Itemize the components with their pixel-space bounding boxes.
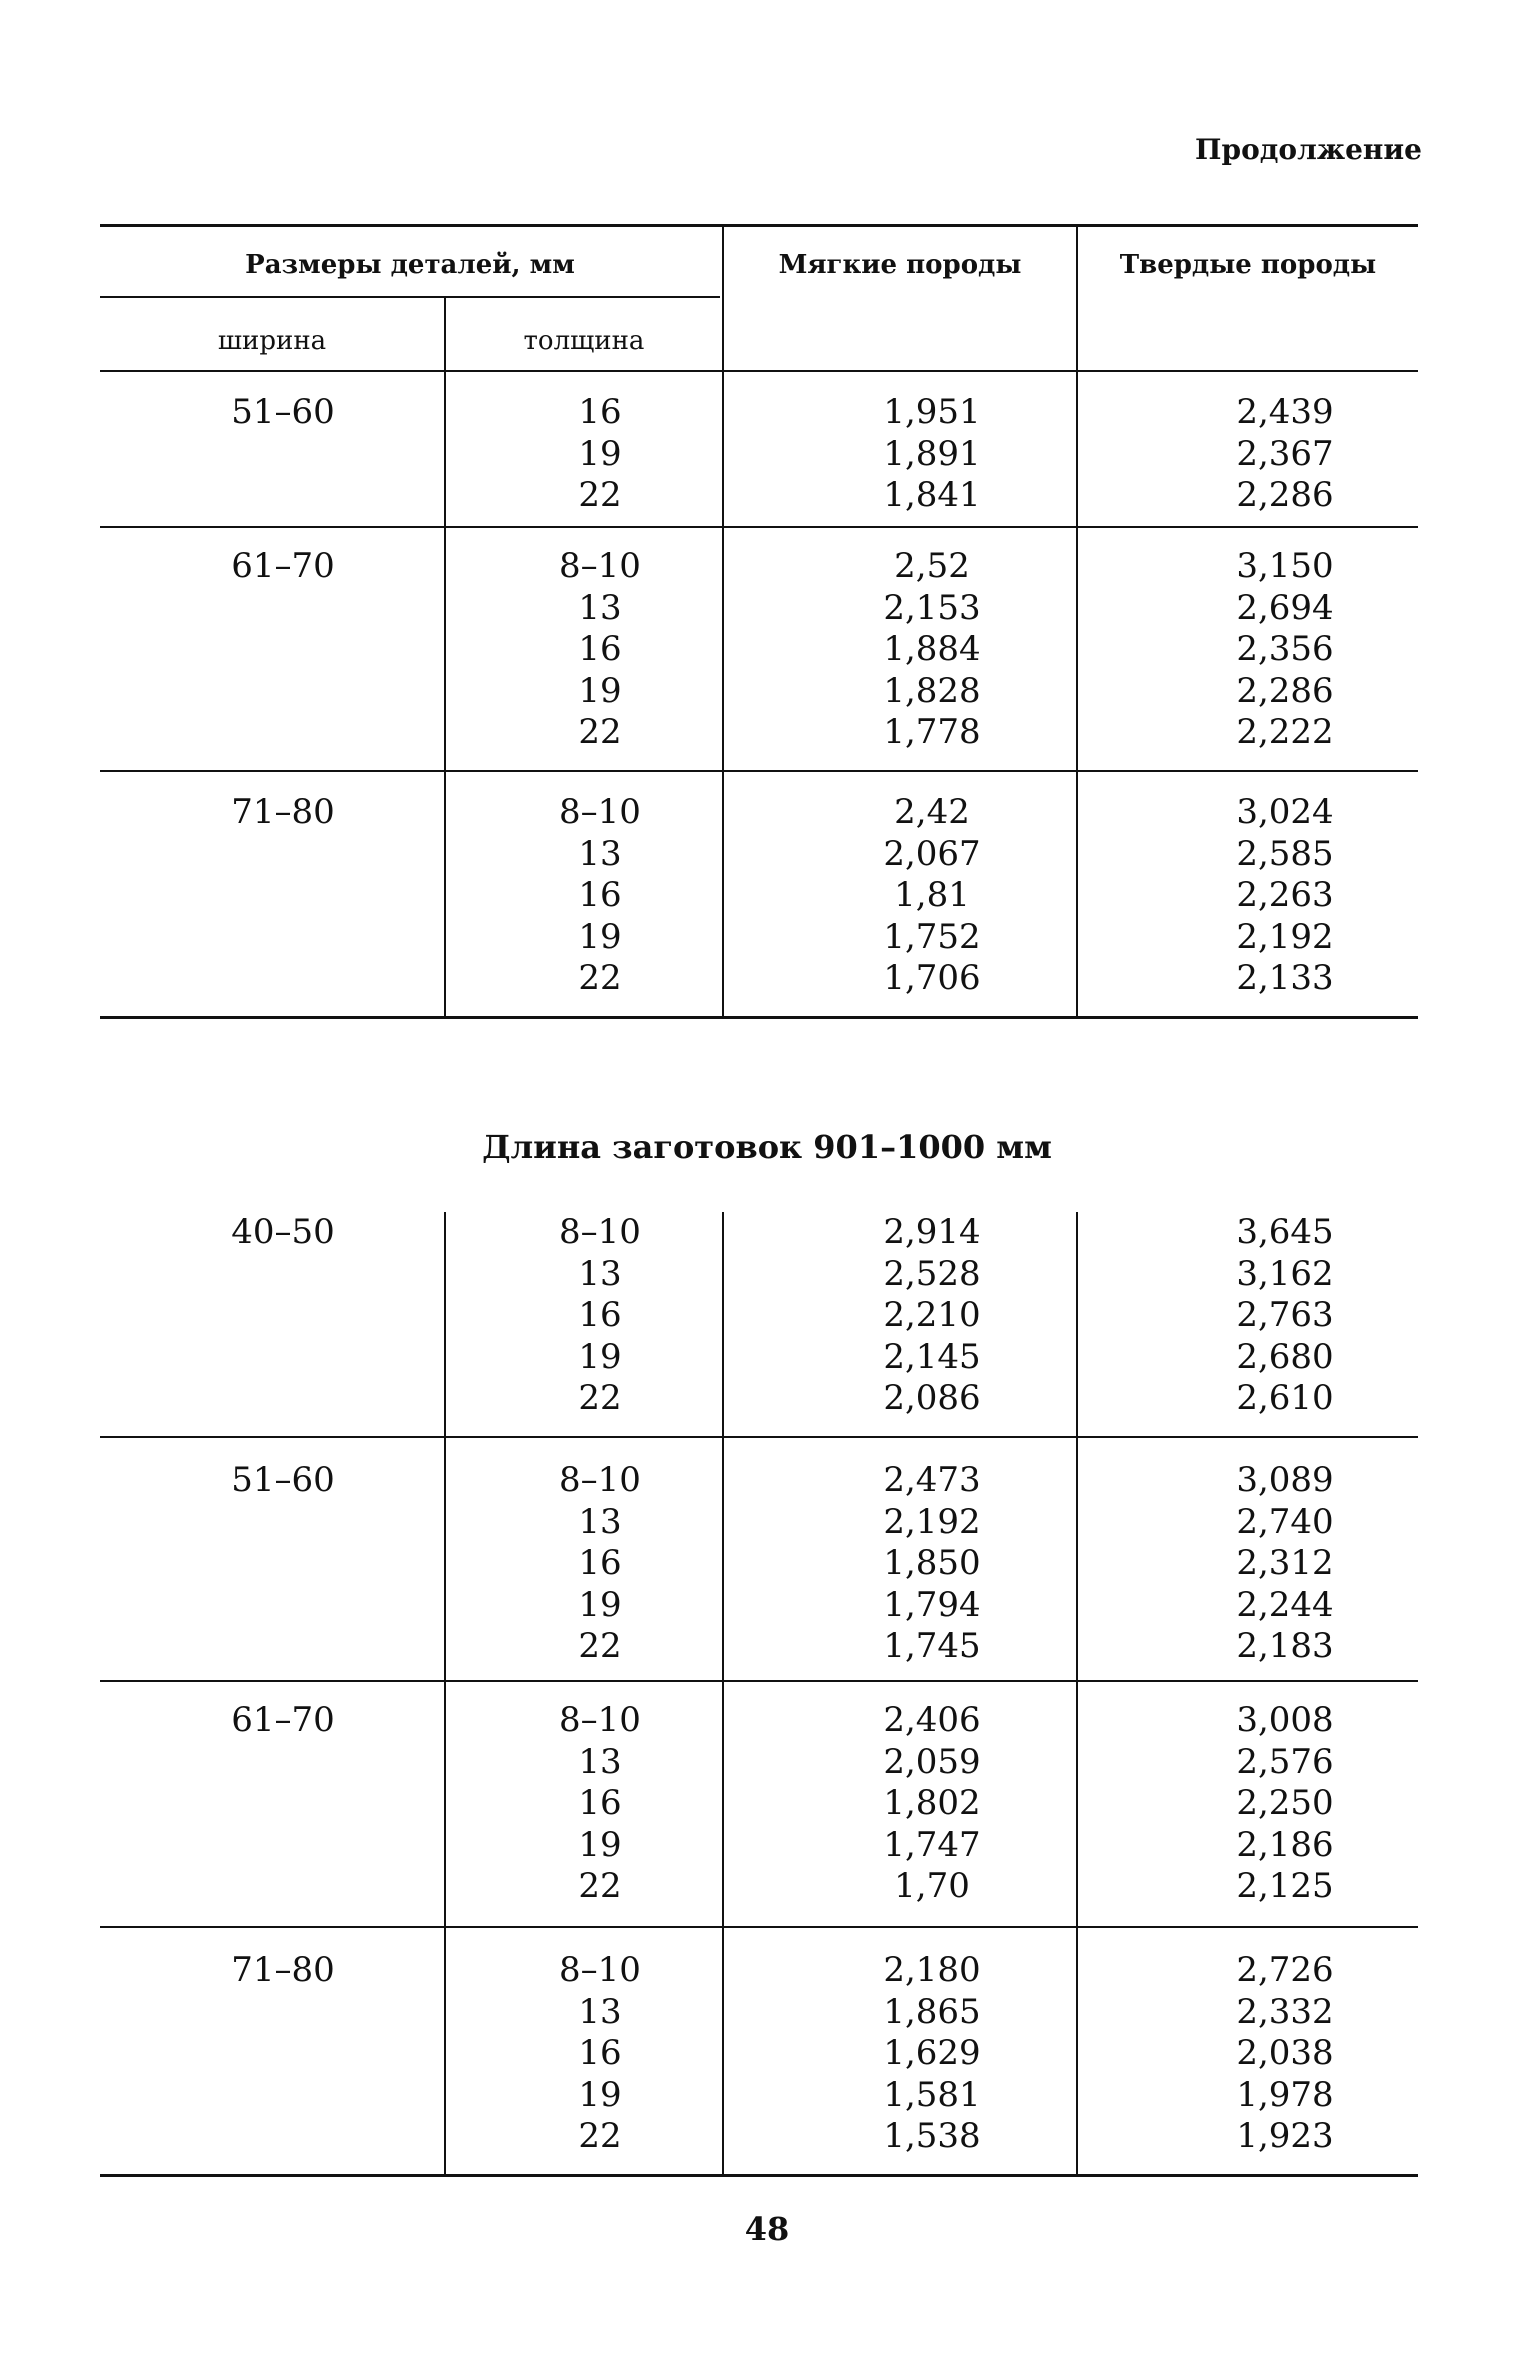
header-dimensions: Размеры деталей, мм bbox=[245, 250, 575, 280]
thickness-cell: 8–10 bbox=[559, 546, 641, 586]
hard-value-cell: 2,125 bbox=[1236, 1866, 1334, 1906]
soft-value-cell: 1,794 bbox=[883, 1584, 981, 1625]
hard-value-cell: 1,978 bbox=[1236, 2074, 1334, 2115]
soft-value-cell: 2,528 bbox=[883, 1253, 981, 1294]
soft-value-cell: 2,52 bbox=[894, 546, 970, 586]
thickness-cell: 13 bbox=[578, 1253, 622, 1294]
soft-value-cell: 1,850 bbox=[883, 1543, 981, 1583]
hard-value-cell: 2,367 bbox=[1236, 433, 1334, 474]
hard-value-cell: 2,186 bbox=[1236, 1824, 1334, 1865]
soft-value-cell: 1,865 bbox=[883, 1991, 981, 2032]
thickness-cell: 16 bbox=[578, 875, 622, 915]
width-cell: 71–80 bbox=[231, 1950, 335, 1990]
thickness-cell: 22 bbox=[578, 958, 622, 998]
hard-value-cell: 2,312 bbox=[1236, 1543, 1334, 1583]
soft-value-cell: 1,778 bbox=[883, 712, 981, 752]
soft-value-cell: 2,192 bbox=[883, 1501, 981, 1542]
group-separator bbox=[100, 1436, 1418, 1438]
width-cell: 51–60 bbox=[231, 392, 335, 432]
hard-value-cell: 2,610 bbox=[1236, 1378, 1334, 1418]
soft-value-cell: 1,70 bbox=[894, 1866, 970, 1906]
col-divider-3 bbox=[1076, 1212, 1078, 2174]
group-separator bbox=[100, 1926, 1418, 1928]
header-hard-wood: Твердые породы bbox=[1119, 250, 1377, 280]
thickness-cell: 22 bbox=[578, 1378, 622, 1418]
width-cell: 51–60 bbox=[231, 1460, 335, 1500]
col-divider-1 bbox=[444, 296, 446, 1018]
soft-value-cell: 2,914 bbox=[883, 1212, 981, 1252]
section-title: Длина заготовок 901–1000 мм bbox=[482, 1128, 1052, 1166]
thickness-cell: 13 bbox=[578, 587, 622, 628]
header-bottom-rule bbox=[100, 370, 1418, 372]
soft-value-cell: 2,406 bbox=[883, 1700, 981, 1740]
soft-value-cell: 1,747 bbox=[883, 1824, 981, 1865]
thickness-cell: 19 bbox=[578, 670, 622, 711]
soft-value-cell: 1,951 bbox=[883, 392, 981, 432]
hard-value-cell: 2,286 bbox=[1236, 475, 1334, 515]
hard-value-cell: 3,162 bbox=[1236, 1253, 1334, 1294]
soft-value-cell: 1,802 bbox=[883, 1783, 981, 1823]
thickness-cell: 16 bbox=[578, 1543, 622, 1583]
hard-value-cell: 2,038 bbox=[1236, 2033, 1334, 2073]
hard-value-cell: 2,585 bbox=[1236, 833, 1334, 874]
soft-value-cell: 2,210 bbox=[883, 1295, 981, 1335]
continuation-label: Продолжение bbox=[1195, 133, 1422, 166]
hard-value-cell: 2,286 bbox=[1236, 670, 1334, 711]
soft-value-cell: 1,891 bbox=[883, 433, 981, 474]
hard-value-cell: 2,332 bbox=[1236, 1991, 1334, 2032]
hard-value-cell: 2,263 bbox=[1236, 875, 1334, 915]
width-cell: 61–70 bbox=[231, 1700, 335, 1740]
header-thickness: толщина bbox=[523, 326, 645, 356]
soft-value-cell: 1,81 bbox=[894, 875, 970, 915]
thickness-cell: 13 bbox=[578, 1741, 622, 1782]
thickness-cell: 19 bbox=[578, 2074, 622, 2115]
hard-value-cell: 1,923 bbox=[1236, 2116, 1334, 2156]
soft-value-cell: 1,706 bbox=[883, 958, 981, 998]
soft-value-cell: 1,884 bbox=[883, 629, 981, 669]
thickness-cell: 19 bbox=[578, 916, 622, 957]
thickness-cell: 13 bbox=[578, 833, 622, 874]
soft-value-cell: 2,059 bbox=[883, 1741, 981, 1782]
thickness-cell: 8–10 bbox=[559, 1700, 641, 1740]
soft-value-cell: 1,752 bbox=[883, 916, 981, 957]
header-width: ширина bbox=[217, 326, 327, 356]
hard-value-cell: 2,576 bbox=[1236, 1741, 1334, 1782]
thickness-cell: 8–10 bbox=[559, 1950, 641, 1990]
hard-value-cell: 2,250 bbox=[1236, 1783, 1334, 1823]
thickness-cell: 16 bbox=[578, 2033, 622, 2073]
width-cell: 40–50 bbox=[231, 1212, 335, 1252]
soft-value-cell: 2,145 bbox=[883, 1336, 981, 1377]
hard-value-cell: 2,244 bbox=[1236, 1584, 1334, 1625]
thickness-cell: 19 bbox=[578, 1584, 622, 1625]
page-number: 48 bbox=[744, 2210, 790, 2248]
soft-value-cell: 2,42 bbox=[894, 792, 970, 832]
table-top-rule bbox=[100, 224, 1418, 227]
thickness-cell: 16 bbox=[578, 1295, 622, 1335]
soft-value-cell: 1,581 bbox=[883, 2074, 981, 2115]
hard-value-cell: 2,222 bbox=[1236, 712, 1334, 752]
group-separator bbox=[100, 770, 1418, 772]
col-divider-2 bbox=[722, 224, 724, 1018]
soft-value-cell: 2,153 bbox=[883, 587, 981, 628]
header-group-rule bbox=[100, 296, 720, 298]
width-cell: 71–80 bbox=[231, 792, 335, 832]
soft-value-cell: 1,841 bbox=[883, 475, 981, 515]
thickness-cell: 22 bbox=[578, 475, 622, 515]
soft-value-cell: 1,629 bbox=[883, 2033, 981, 2073]
soft-value-cell: 2,067 bbox=[883, 833, 981, 874]
hard-value-cell: 3,008 bbox=[1236, 1700, 1334, 1740]
hard-value-cell: 2,740 bbox=[1236, 1501, 1334, 1542]
thickness-cell: 19 bbox=[578, 1824, 622, 1865]
hard-value-cell: 2,763 bbox=[1236, 1295, 1334, 1335]
hard-value-cell: 2,439 bbox=[1236, 392, 1334, 432]
hard-value-cell: 3,645 bbox=[1236, 1212, 1334, 1252]
hard-value-cell: 2,726 bbox=[1236, 1950, 1334, 1990]
thickness-cell: 16 bbox=[578, 392, 622, 432]
thickness-cell: 16 bbox=[578, 1783, 622, 1823]
col-divider-3 bbox=[1076, 224, 1078, 1018]
thickness-cell: 13 bbox=[578, 1991, 622, 2032]
thickness-cell: 8–10 bbox=[559, 1460, 641, 1500]
soft-value-cell: 1,538 bbox=[883, 2116, 981, 2156]
soft-value-cell: 1,828 bbox=[883, 670, 981, 711]
width-cell: 61–70 bbox=[231, 546, 335, 586]
soft-value-cell: 1,745 bbox=[883, 1626, 981, 1666]
soft-value-cell: 2,086 bbox=[883, 1378, 981, 1418]
hard-value-cell: 2,694 bbox=[1236, 587, 1334, 628]
thickness-cell: 22 bbox=[578, 712, 622, 752]
table-bottom-rule bbox=[100, 1016, 1418, 1019]
hard-value-cell: 2,183 bbox=[1236, 1626, 1334, 1666]
hard-value-cell: 3,089 bbox=[1236, 1460, 1334, 1500]
thickness-cell: 16 bbox=[578, 629, 622, 669]
soft-value-cell: 2,473 bbox=[883, 1460, 981, 1500]
thickness-cell: 8–10 bbox=[559, 1212, 641, 1252]
thickness-cell: 22 bbox=[578, 1626, 622, 1666]
hard-value-cell: 2,133 bbox=[1236, 958, 1334, 998]
hard-value-cell: 3,150 bbox=[1236, 546, 1334, 586]
col-divider-1 bbox=[444, 1212, 446, 2174]
table-bottom-rule bbox=[100, 2174, 1418, 2177]
group-separator bbox=[100, 526, 1418, 528]
col-divider-2 bbox=[722, 1212, 724, 2174]
thickness-cell: 19 bbox=[578, 1336, 622, 1377]
thickness-cell: 8–10 bbox=[559, 792, 641, 832]
thickness-cell: 19 bbox=[578, 433, 622, 474]
hard-value-cell: 2,356 bbox=[1236, 629, 1334, 669]
hard-value-cell: 3,024 bbox=[1236, 792, 1334, 832]
thickness-cell: 22 bbox=[578, 1866, 622, 1906]
group-separator bbox=[100, 1680, 1418, 1682]
hard-value-cell: 2,680 bbox=[1236, 1336, 1334, 1377]
thickness-cell: 13 bbox=[578, 1501, 622, 1542]
hard-value-cell: 2,192 bbox=[1236, 916, 1334, 957]
header-soft-wood: Мягкие породы bbox=[778, 250, 1022, 280]
soft-value-cell: 2,180 bbox=[883, 1950, 981, 1990]
thickness-cell: 22 bbox=[578, 2116, 622, 2156]
